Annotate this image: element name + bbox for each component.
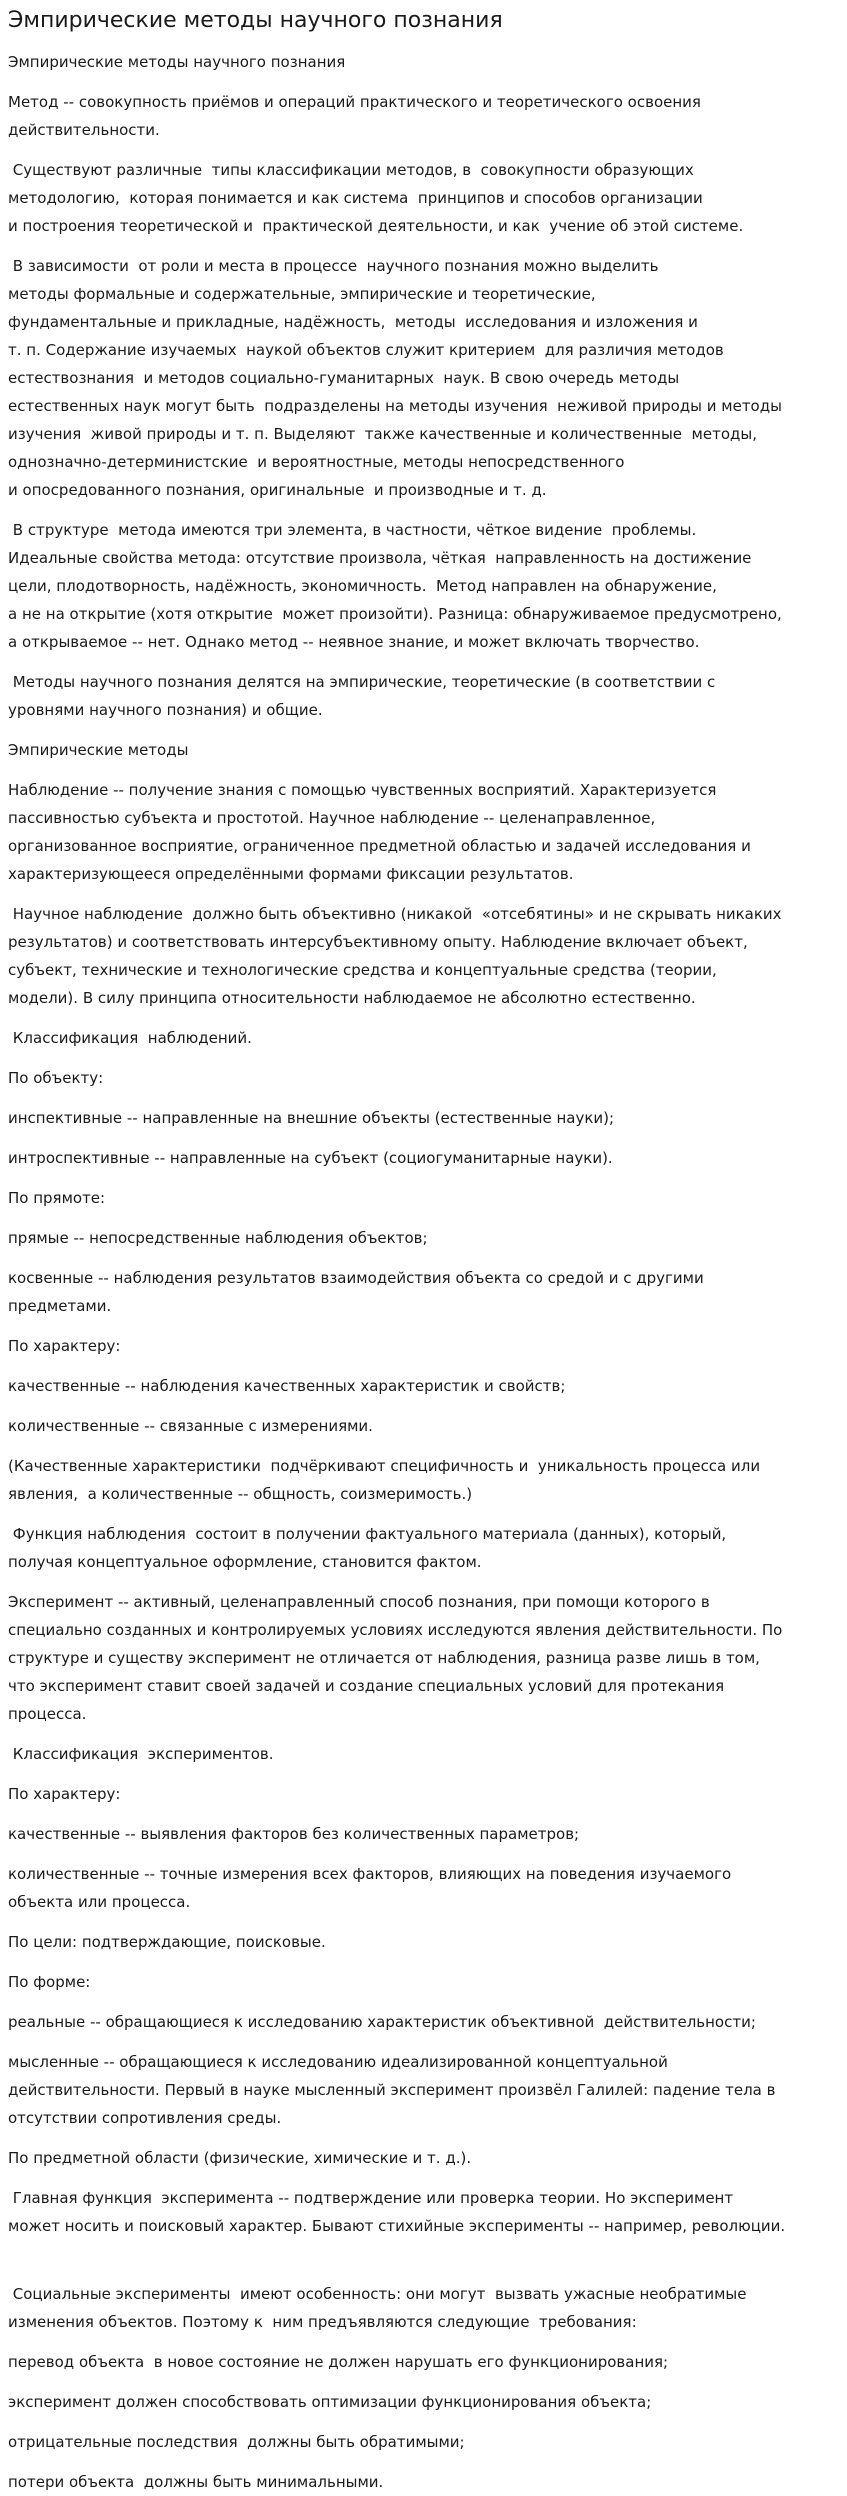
article-paragraph: В структуре метода имеются три элемента, в частности, чёткое видение проблемы. Идеальные свойства метода: отсутствие произвола, чёткая направленность на достижение цели, плодотворность, надёжность, экономичность. Метод направлен на обнаружение, а не на открытие (хотя открытие может произойти). Разница: обнаруживаемое предусмотрено, а открываемое -- нет. Однако метод -- неявное знание, и может включать творчество.	[8, 521, 782, 651]
article-paragraph: интроспективные -- направленные на субъект (социогуманитарные науки).	[8, 1149, 613, 1167]
article-paragraph: отрицательные последствия должны быть обратимыми;	[8, 2433, 465, 2451]
article-body	[8, 48, 837, 2496]
article-paragraph: Существуют различные типы классификации методов, в совокупности образующих методологию, которая понимается и как система принципов и способов организации и построения теоретической и практической деятельности, и как учение об этой системе.	[8, 161, 744, 235]
article-paragraph: По прямоте:	[8, 1189, 106, 1207]
article-subtitle: Эмпирические методы научного познания	[8, 53, 346, 71]
article-paragraph: Методы научного познания делятся на эмпирические, теоретические (в соответствии с уровнями научного познания) и общие.	[8, 673, 716, 719]
article-paragraph: прямые -- непосредственные наблюдения объектов;	[8, 1229, 428, 1247]
article-paragraph: количественные -- точные измерения всех факторов, влияющих на поведения изучаемого объекта или процесса.	[8, 1865, 732, 1911]
article-paragraph: Функция наблюдения состоит в получении фактуального материала (данных), который, получая концептуальное оформление, становится фактом.	[8, 1525, 727, 1571]
article-paragraph: (Качественные характеристики подчёркивают специфичность и уникальность процесса или явления, а количественные -- общность, соизмеримость.)	[8, 1457, 761, 1503]
article-paragraph: эксперимент должен способствовать оптимизации функционирования объекта;	[8, 2393, 652, 2411]
article-paragraph: Эмпирические методы	[8, 741, 189, 759]
article-paragraph: качественные -- наблюдения качественных характеристик и свойств;	[8, 1377, 566, 1395]
article-paragraph: По форме:	[8, 1973, 91, 1991]
article-paragraph: По цели: подтверждающие, поисковые.	[8, 1933, 326, 1951]
article-paragraph: В зависимости от роли и места в процессе научного познания можно выделить методы формальные и содержательные, эмпирические и теоретические, фундаментальные и прикладные, надёжность, методы исследования и изложения и т. п. Содержание изучаемых наукой объектов служит критерием для различия методов естествознания и методов социально-гуманитарных наук. В свою очередь методы естественных наук могут быть подразделены на методы изучения неживой природы и методы изучения живой природы и т. п. Выделяют также качественные и количественные методы, однозначно-детерминистские и вероятностные, методы непосредственного и опосредованного познания, оригинальные и производные и т. д.	[8, 257, 782, 499]
article-paragraph: По характеру:	[8, 1337, 121, 1355]
article-paragraph: реальные -- обращающиеся к исследованию характеристик объективной действительности;	[8, 2013, 756, 2031]
article-paragraph: Классификация экспериментов.	[8, 1745, 274, 1763]
article-paragraph: Научное наблюдение должно быть объективно (никакой «отсебятины» и не скрывать никаких результатов) и соответствовать интерсубъективному опыту. Наблюдение включает объект, субъект, технические и технологические средства и концептуальные средства (теории, модели). В силу принципа относительности наблюдаемое не абсолютно естественно.	[8, 905, 782, 1007]
article-paragraph: По характеру:	[8, 1785, 121, 1803]
article-paragraph: инспективные -- направленные на внешние объекты (естественные науки);	[8, 1109, 615, 1127]
article-paragraph: количественные -- связанные с измерениями.	[8, 1417, 373, 1435]
article-paragraph: Наблюдение -- получение знания с помощью чувственных восприятий. Характеризуется пассивностью субъекта и простотой. Научное наблюдение -- целенаправленное, организованное восприятие, ограниченное предметной областью и задачей исследования и характеризующееся определёнными формами фиксации результатов.	[8, 781, 751, 883]
article-paragraph: Социальные эксперименты имеют особенность: они могут вызвать ужасные необратимые изменения объектов. Поэтому к ним предъявляются следующие требования:	[8, 2285, 747, 2331]
article-paragraph: Метод -- совокупность приёмов и операций практического и теоретического освоения действительности.	[8, 93, 701, 139]
article-paragraph: мысленные -- обращающиеся к исследованию идеализированной концептуальной действительности. Первый в науке мысленный эксперимент произвёл Галилей: падение тела в отсутствии сопротивления среды.	[8, 2053, 776, 2127]
article-paragraph: потери объекта должны быть минимальными.	[8, 2473, 384, 2491]
article-paragraph: качественные -- выявления факторов без количественных параметров;	[8, 1825, 580, 1843]
article-paragraph: перевод объекта в новое состояние не должен нарушать его функционирования;	[8, 2353, 669, 2371]
page-title: Эмпирические методы научного познания	[8, 8, 503, 33]
article-paragraph: Эксперимент -- активный, целенаправленный способ познания, при помощи которого в специально созданных и контролируемых условиях исследуются явления действительности. По структуре и существу эксперимент не отличается от наблюдения, разница разве лишь в том, что эксперимент ставит своей задачей и создание специальных условий для протекания процесса.	[8, 1593, 783, 1723]
article-paragraph: Классификация наблюдений.	[8, 1029, 252, 1047]
article-paragraph: косвенные -- наблюдения результатов взаимодействия объекта со средой и с другими предметами.	[8, 1269, 704, 1315]
article-paragraph: По предметной области (физические, химические и т. д.).	[8, 2149, 472, 2167]
article-paragraph: Главная функция эксперимента -- подтверждение или проверка теории. Но эксперимент может носить и поисковый характер. Бывают стихийные эксперименты -- например, революции.	[8, 2189, 786, 2235]
article-paragraph: По объекту:	[8, 1069, 104, 1087]
